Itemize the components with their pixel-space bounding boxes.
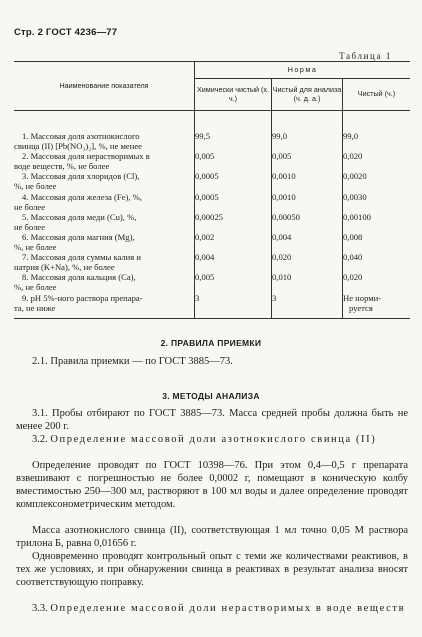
row-value: 0,020 <box>343 272 363 283</box>
row-value: Не норми- руется <box>343 293 411 319</box>
subsection-heading <box>16 602 408 615</box>
row-value: 0,004 <box>195 252 272 272</box>
row-value: 0,020 <box>343 151 363 162</box>
row-value: 0,0030 <box>343 191 367 202</box>
subsection-number: 3.3. <box>32 603 48 614</box>
row-value: 0,0010 <box>272 171 343 191</box>
row-value: 0,0005 <box>195 171 272 191</box>
col-header-group: Норма <box>195 62 411 79</box>
paragraph: Масса азотнокислого свинца (II), соответствующая 1 мл точно 0,05 М раствора трилона Б, равна 0,01656 г. <box>16 525 408 549</box>
row-value: 0,0010 <box>272 192 343 212</box>
row-value: 0,005 <box>272 151 343 171</box>
subsection-title: Определение массовой доли азотнокислого свинца (II) <box>50 434 377 445</box>
row-label: 8. Массовая доля кальция (Ca), %, не более <box>14 272 195 292</box>
row-value: 0,0005 <box>195 192 272 212</box>
row-value: 3 <box>272 293 343 319</box>
row-value: 0,00025 <box>195 212 272 232</box>
row-value: 0,00050 <box>272 212 343 232</box>
row-value: 0,010 <box>272 272 343 292</box>
subsection-heading <box>16 433 408 446</box>
col-header-name: Наименование показателя <box>14 62 195 111</box>
row-value: 0,00100 <box>343 211 371 222</box>
row-value: 0,008 <box>343 231 363 242</box>
row-label: 7. Массовая доля суммы калия и натрия (K+Na), %, не более <box>14 252 195 272</box>
table-row <box>14 232 410 252</box>
row-value: 99,0 <box>272 111 343 152</box>
row-value: 0,005 <box>195 272 272 292</box>
paragraph: Одновременно проводят контрольный опыт с теми же количествами реактивов, в тех же условиях, и при обнаружении свинца в реактивах в результат анализа вносят соответствующую поправку. <box>16 551 408 588</box>
table-row <box>14 212 410 232</box>
row-value: 3 <box>195 293 272 319</box>
table-label: Таблица 1 <box>339 51 392 61</box>
paragraph: Определение проводят по ГОСТ 10398—76. При этом 0,4—0,5 г препарата взвешивают с погрешностью не более 0,0002 г, помещают в коническую колбу вместимостью 250—300 мл, растворяют в 100 мл воды и далее определение проводят комплексонометрическим методом. <box>16 460 408 510</box>
row-label: 1. Массовая доля азотнокислого свинца (II) [Pb(NO₃)₂], %, не менее <box>14 111 195 152</box>
row-value: 0,002 <box>195 232 272 252</box>
table-row <box>14 171 410 191</box>
paragraph: 3.1. Пробы отбирают по ГОСТ 3885—73. Масса средней пробы должна быть не менее 200 г. <box>16 408 408 432</box>
col-header-grade-1: Химически чистый (х. ч.) <box>195 79 272 111</box>
row-label: 4. Массовая доля железа (Fe), %, не более <box>14 192 195 212</box>
col-header-grade-3: Чистый (ч.) <box>343 79 411 111</box>
table-row <box>14 111 410 152</box>
paragraph: 2.1. Правила приемки — по ГОСТ 3885—73. <box>32 356 233 367</box>
section-heading: 2. ПРАВИЛА ПРИЕМКИ <box>160 338 262 348</box>
table-row <box>14 293 410 319</box>
row-value: 0,005 <box>195 151 272 171</box>
row-value: 0,004 <box>272 232 343 252</box>
row-value: 0,0020 <box>343 171 367 182</box>
section-heading: 3. МЕТОДЫ АНАЛИЗА <box>162 391 260 401</box>
row-value: 99,0 <box>343 131 359 141</box>
table-row <box>14 192 410 212</box>
row-value: 0,040 <box>343 252 363 263</box>
row-value: 99,5 <box>195 111 272 152</box>
subsection-number: 3.2. <box>32 434 48 445</box>
table-row <box>14 252 410 272</box>
row-label: 2. Массовая доля нерастворимых в воде веществ, %, не более <box>14 151 195 171</box>
table-row <box>14 151 410 171</box>
row-label: 5. Массовая доля меди (Cu), %, не более <box>14 212 195 232</box>
row-label: 6. Массовая доля магния (Mg), %, не более <box>14 232 195 252</box>
table-row <box>14 272 410 292</box>
row-label: 9. pH 5%-ного раствора препара- та, не ниже <box>14 293 195 319</box>
subsection-title: Определение массовой доли нерастворимых в воде веществ <box>50 603 406 614</box>
row-value: 0,020 <box>272 252 343 272</box>
row-label: 3. Массовая доля хлоридов (Cl), %, не более <box>14 171 195 191</box>
col-header-grade-2: Чистый для анализа (ч. д. а.) <box>272 79 343 111</box>
page-header: Стр. 2 ГОСТ 4236—77 <box>14 27 118 38</box>
norms-table <box>14 61 410 319</box>
